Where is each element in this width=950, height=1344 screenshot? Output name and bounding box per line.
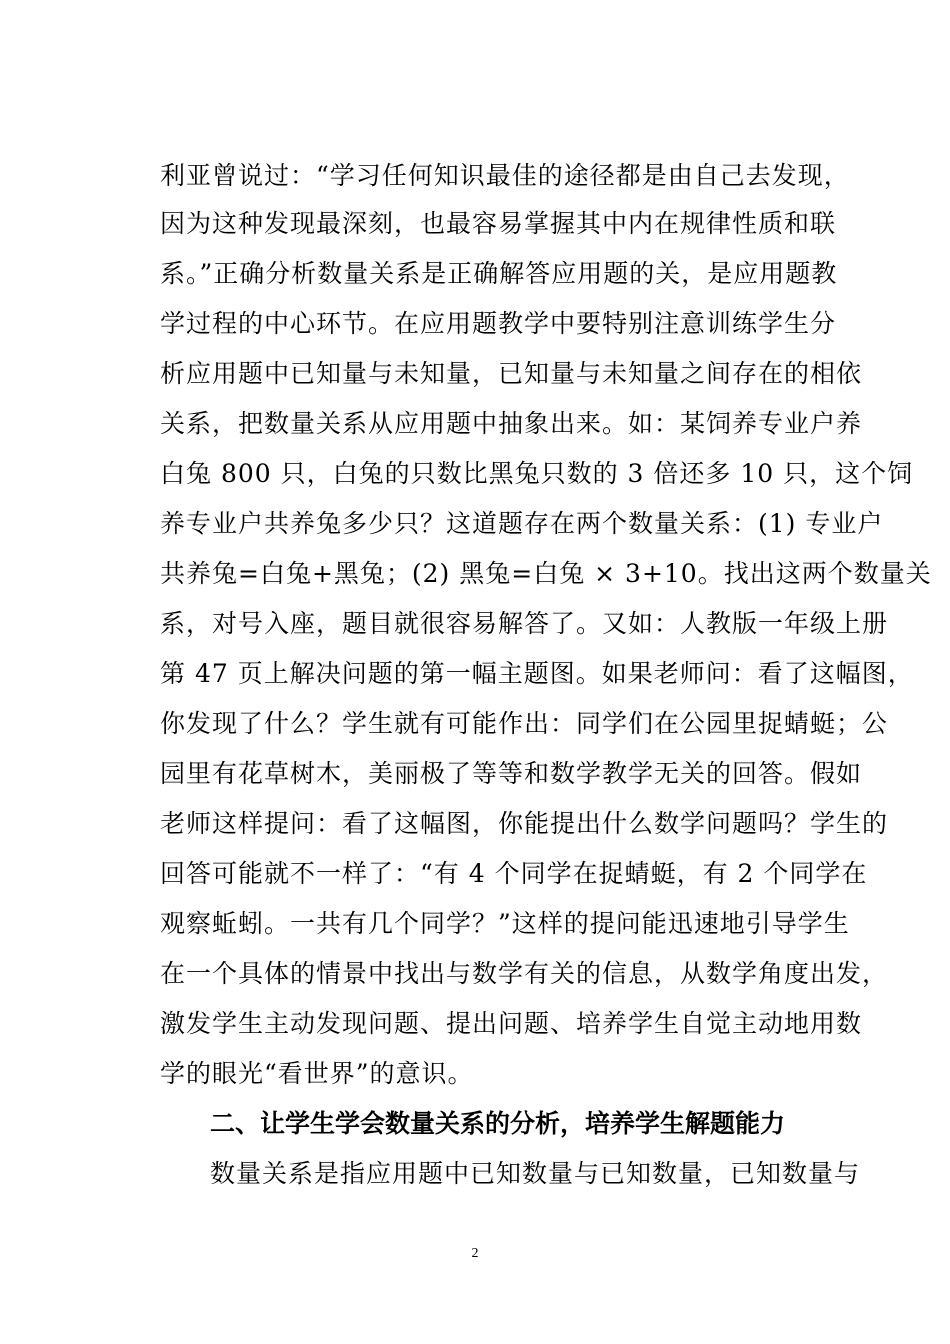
body-text-line: 老师这样提问：看了这幅图，你能提出什么数学问题吗？学生的 bbox=[160, 809, 889, 838]
body-text-line: 第 47 页上解决问题的第一幅主题图。如果老师问：看了这幅图， bbox=[160, 659, 914, 688]
body-text-line: 析应用题中已知量与未知量，已知量与未知量之间存在的相依 bbox=[160, 359, 863, 388]
body-text-line: 学过程的中心环节。在应用题教学中要特别注意训练学生分 bbox=[160, 309, 837, 338]
body-text-line: 系。”正确分析数量关系是正确解答应用题的关，是应用题教 bbox=[160, 259, 838, 288]
section-heading: 二、让学生学会数量关系的分析，培养学生解题能力 bbox=[210, 1109, 786, 1138]
body-text-line: 回答可能就不一样了：“有 4 个同学在捉蜻蜓，有 2 个同学在 bbox=[160, 859, 868, 888]
body-text-line: 关系，把数量关系从应用题中抽象出来。如：某饲养专业户养 bbox=[160, 409, 863, 438]
body-text-line: 在一个具体的情景中找出与数学有关的信息，从数学角度出发， bbox=[160, 959, 889, 988]
body-text-line: 利亚曾说过：“学习任何知识最佳的途径都是由自己去发现， bbox=[160, 161, 850, 190]
body-text-line: 因为这种发现最深刻，也最容易掌握其中内在规律性质和联 bbox=[160, 209, 837, 238]
page-number: 2 bbox=[471, 1246, 479, 1261]
body-text-line: 激发学生主动发现问题、提出问题、培养学生自觉主动地用数 bbox=[160, 1009, 863, 1038]
body-text-line: 共养兔=白兔+黑兔；(2) 黑兔=白兔 × 3+10。找出这两个数量关 bbox=[160, 559, 932, 588]
body-text-line: 系，对号入座，题目就很容易解答了。又如：人教版一年级上册 bbox=[160, 609, 889, 638]
body-text-line: 你发现了什么？学生就有可能作出：同学们在公园里捉蜻蜓；公 bbox=[160, 709, 889, 738]
body-text-line: 白兔 800 只，白兔的只数比黑兔只数的 3 倍还多 10 只，这个饲 bbox=[160, 459, 914, 488]
body-text-line: 观察蚯蚓。一共有几个同学？”这样的提问能迅速地引导学生 bbox=[160, 909, 850, 938]
body-text-line: 学的眼光“看世界”的意识。 bbox=[160, 1059, 474, 1088]
body-text-line: 养专业户共养兔多少只？这道题存在两个数量关系：(1) 专业户 bbox=[160, 509, 884, 538]
body-text-line: 数量关系是指应用题中已知数量与已知数量，已知数量与 bbox=[210, 1159, 861, 1188]
body-text-line: 园里有花草树木，美丽极了等等和数学教学无关的回答。假如 bbox=[160, 759, 863, 788]
